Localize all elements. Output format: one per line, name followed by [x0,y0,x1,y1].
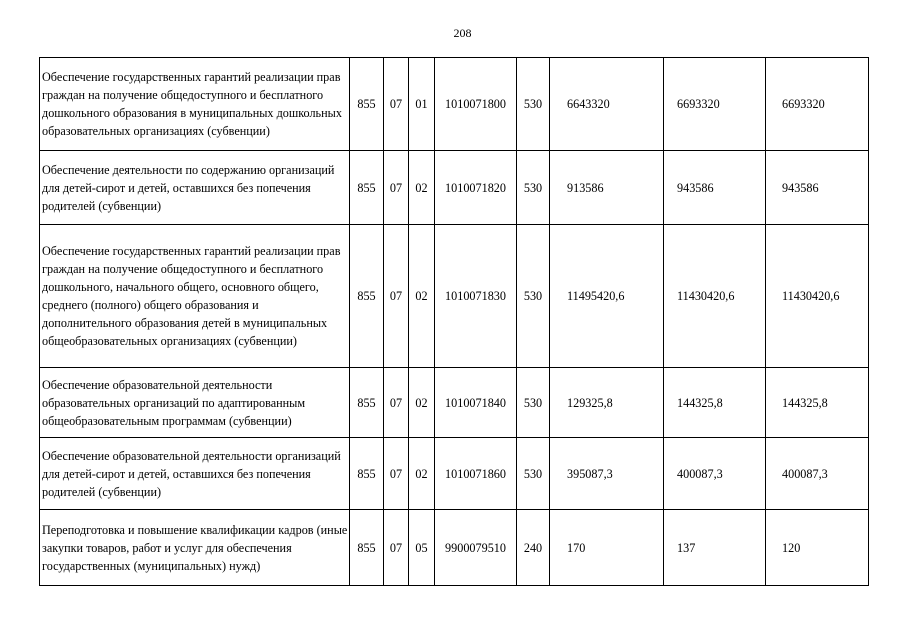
section-cell: 07 [384,438,409,510]
ved-cell: 855 [350,151,384,225]
subsection-cell: 02 [409,225,435,368]
amount-year3-cell: 400087,3 [766,438,869,510]
ved-cell: 855 [350,368,384,438]
subsection-cell: 05 [409,510,435,586]
table-row [40,438,869,510]
expense-type-cell: 530 [517,225,550,368]
section-cell: 07 [384,225,409,368]
amount-year2-cell: 943586 [664,151,766,225]
amount-year3-cell: 943586 [766,151,869,225]
subsection-cell: 02 [409,151,435,225]
amount-year3-cell: 11430420,6 [766,225,869,368]
amount-year2-cell: 11430420,6 [664,225,766,368]
amount-year3-cell: 144325,8 [766,368,869,438]
budget-table [39,57,869,586]
expense-type-cell: 530 [517,58,550,151]
row-name-cell: Обеспечение образовательной деятельности организаций для детей-сирот и детей, оставшихся без попечения родителей (субвенции) [40,438,350,510]
page-number: 208 [453,26,472,40]
section-cell: 07 [384,151,409,225]
row-name-cell: Обеспечение образовательной деятельности образовательных организаций по адаптированным общеобразовательным программам (субвенции) [40,368,350,438]
ved-cell: 855 [350,510,384,586]
amount-year1-cell: 129325,8 [550,368,664,438]
section-cell: 07 [384,368,409,438]
target-article-cell: 1010071820 [435,151,517,225]
section-cell: 07 [384,510,409,586]
table-row [40,58,869,151]
table-row [40,510,869,586]
amount-year1-cell: 913586 [550,151,664,225]
ved-cell: 855 [350,438,384,510]
ved-cell: 855 [350,225,384,368]
target-article-cell: 1010071860 [435,438,517,510]
row-name-cell: Обеспечение государственных гарантий реализации прав граждан на получение общедоступного и бесплатного дошкольного образования в муниципальных дошкольных образовательных организациях (субвенции) [40,58,350,151]
row-name-cell: Обеспечение государственных гарантий реализации прав граждан на получение общедоступного и бесплатного дошкольного, начального общего, основного общего, среднего (полного) общего образования и дополнительного образования детей в муниципальных общеобразовательных организациях (субвенции) [40,225,350,368]
subsection-cell: 02 [409,438,435,510]
section-cell: 07 [384,58,409,151]
amount-year1-cell: 395087,3 [550,438,664,510]
amount-year2-cell: 400087,3 [664,438,766,510]
amount-year2-cell: 6693320 [664,58,766,151]
target-article-cell: 9900079510 [435,510,517,586]
amount-year2-cell: 144325,8 [664,368,766,438]
row-name-cell: Переподготовка и повышение квалификации кадров (иные закупки товаров, работ и услуг для обеспечения государственных (муниципальных) нужд) [40,510,350,586]
subsection-cell: 02 [409,368,435,438]
expense-type-cell: 530 [517,368,550,438]
amount-year1-cell: 11495420,6 [550,225,664,368]
target-article-cell: 1010071840 [435,368,517,438]
expense-type-cell: 530 [517,151,550,225]
target-article-cell: 1010071800 [435,58,517,151]
amount-year1-cell: 170 [550,510,664,586]
amount-year3-cell: 120 [766,510,869,586]
target-article-cell: 1010071830 [435,225,517,368]
amount-year2-cell: 137 [664,510,766,586]
table-row [40,225,869,368]
amount-year3-cell: 6693320 [766,58,869,151]
ved-cell: 855 [350,58,384,151]
expense-type-cell: 240 [517,510,550,586]
expense-type-cell: 530 [517,438,550,510]
subsection-cell: 01 [409,58,435,151]
table-row [40,151,869,225]
amount-year1-cell: 6643320 [550,58,664,151]
table-row [40,368,869,438]
row-name-cell: Обеспечение деятельности по содержанию организаций для детей-сирот и детей, оставшихся без попечения родителей (субвенции) [40,151,350,225]
